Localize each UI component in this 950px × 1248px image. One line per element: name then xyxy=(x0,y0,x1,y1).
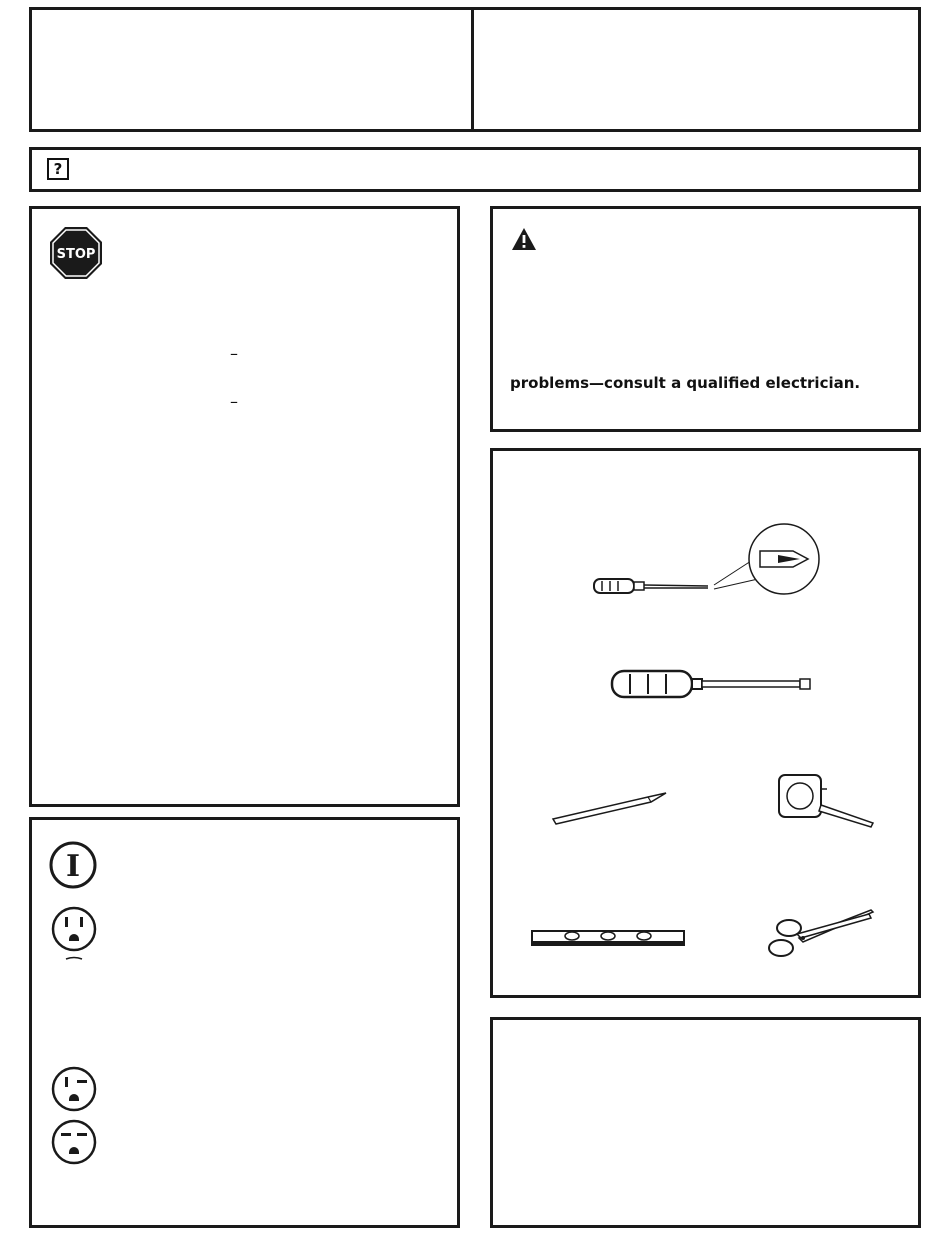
warning-text-line: problems—consult a qualified electrician. xyxy=(510,374,861,392)
stop-dash-2: – xyxy=(230,392,238,411)
important-section xyxy=(29,817,460,1228)
flat-blade-screwdriver-icon xyxy=(608,666,818,702)
grounded-outlet-icon xyxy=(50,905,98,965)
stop-section xyxy=(29,206,460,807)
notes-section xyxy=(490,1017,921,1228)
pencil-icon xyxy=(548,789,673,829)
tools-section xyxy=(490,448,921,998)
level-icon xyxy=(528,921,688,953)
stop-sign-text: STOP xyxy=(56,247,96,262)
outlet-type-2-icon xyxy=(50,1065,98,1113)
question-bar xyxy=(29,147,921,192)
question-icon xyxy=(47,158,69,180)
header-left-box xyxy=(29,7,475,132)
phillips-screwdriver-icon xyxy=(588,521,828,611)
outlet-type-3-icon xyxy=(50,1118,98,1166)
question-glyph: ? xyxy=(53,160,63,178)
warning-triangle-icon xyxy=(511,227,537,251)
stop-sign-icon xyxy=(49,226,103,280)
warning-section xyxy=(490,206,921,432)
header-right-box xyxy=(471,7,921,132)
scissors-icon xyxy=(761,906,881,966)
stop-dash-1: – xyxy=(230,344,238,363)
important-info-icon xyxy=(48,840,98,890)
important-glyph: I xyxy=(65,849,81,884)
tape-measure-icon xyxy=(773,769,883,834)
